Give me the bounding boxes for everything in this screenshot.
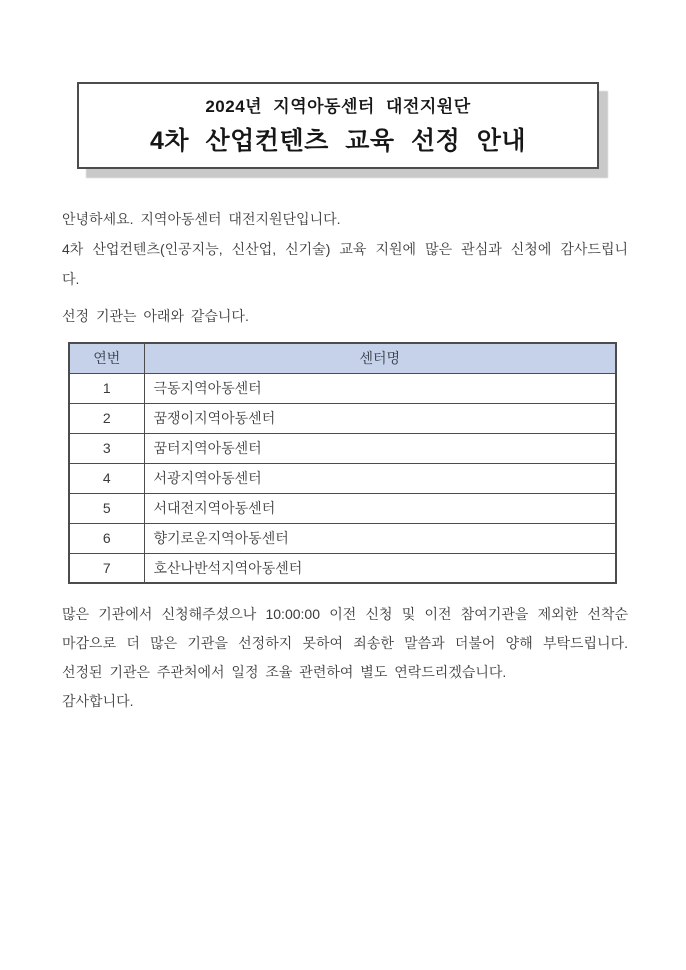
table-row — [69, 373, 616, 403]
lead-in-text — [62, 301, 628, 331]
row-name: 서대전지역아동센터 — [144, 493, 616, 523]
col-header-no: 연번 — [69, 343, 144, 373]
table-row — [69, 493, 616, 523]
intro-line-1: 안녕하세요. 지역아동센터 대전지원단입니다. — [62, 211, 341, 227]
row-name: 호산나반석지역아동센터 — [144, 553, 616, 583]
closing-line-2: 마감으로 더 많은 기관을 선정하지 못하여 죄송한 말씀과 더불어 양해 부탁드립니다. — [62, 635, 628, 651]
table-row — [69, 523, 616, 553]
row-no: 4 — [69, 463, 144, 493]
closing-line-3: 선정된 기관은 주관처에서 일정 조율 관련하여 별도 연락드리겠습니다. — [62, 664, 507, 680]
intro-line-3: 다. — [62, 271, 80, 287]
intro-paragraph — [62, 204, 628, 294]
notice-title: 4차 산업컨텐츠 교육 선정 안내 — [150, 126, 526, 155]
row-name: 극동지역아동센터 — [144, 373, 616, 403]
col-header-name: 센터명 — [144, 343, 616, 373]
closing-paragraph — [62, 600, 628, 716]
notice-title-box — [77, 82, 599, 169]
row-no: 3 — [69, 433, 144, 463]
selection-table — [68, 342, 617, 584]
lead-in-line: 선정 기관는 아래와 같습니다. — [62, 308, 249, 324]
row-no: 2 — [69, 403, 144, 433]
row-name: 꿈터지역아동센터 — [144, 433, 616, 463]
table-header-row — [69, 343, 616, 373]
table-row — [69, 553, 616, 583]
row-no: 5 — [69, 493, 144, 523]
row-name: 꿈쟁이지역아동센터 — [144, 403, 616, 433]
notice-subtitle: 2024년 지역아동센터 대전지원단 — [205, 96, 471, 116]
table-row — [69, 403, 616, 433]
row-no: 6 — [69, 523, 144, 553]
closing-line-1: 많은 기관에서 신청해주셨으나 10:00:00 이전 신청 및 이전 참여기관을 제외한 선착순 — [62, 606, 628, 622]
row-no: 7 — [69, 553, 144, 583]
table-row — [69, 463, 616, 493]
table-row — [69, 433, 616, 463]
row-name: 서광지역아동센터 — [144, 463, 616, 493]
row-name: 향기로운지역아동센터 — [144, 523, 616, 553]
row-no: 1 — [69, 373, 144, 403]
intro-line-2: 4차 산업컨텐츠(인공지능, 신산업, 신기술) 교육 지원에 많은 관심과 신청에 감사드립니 — [62, 241, 628, 257]
thanks-line: 감사합니다. — [62, 693, 134, 709]
